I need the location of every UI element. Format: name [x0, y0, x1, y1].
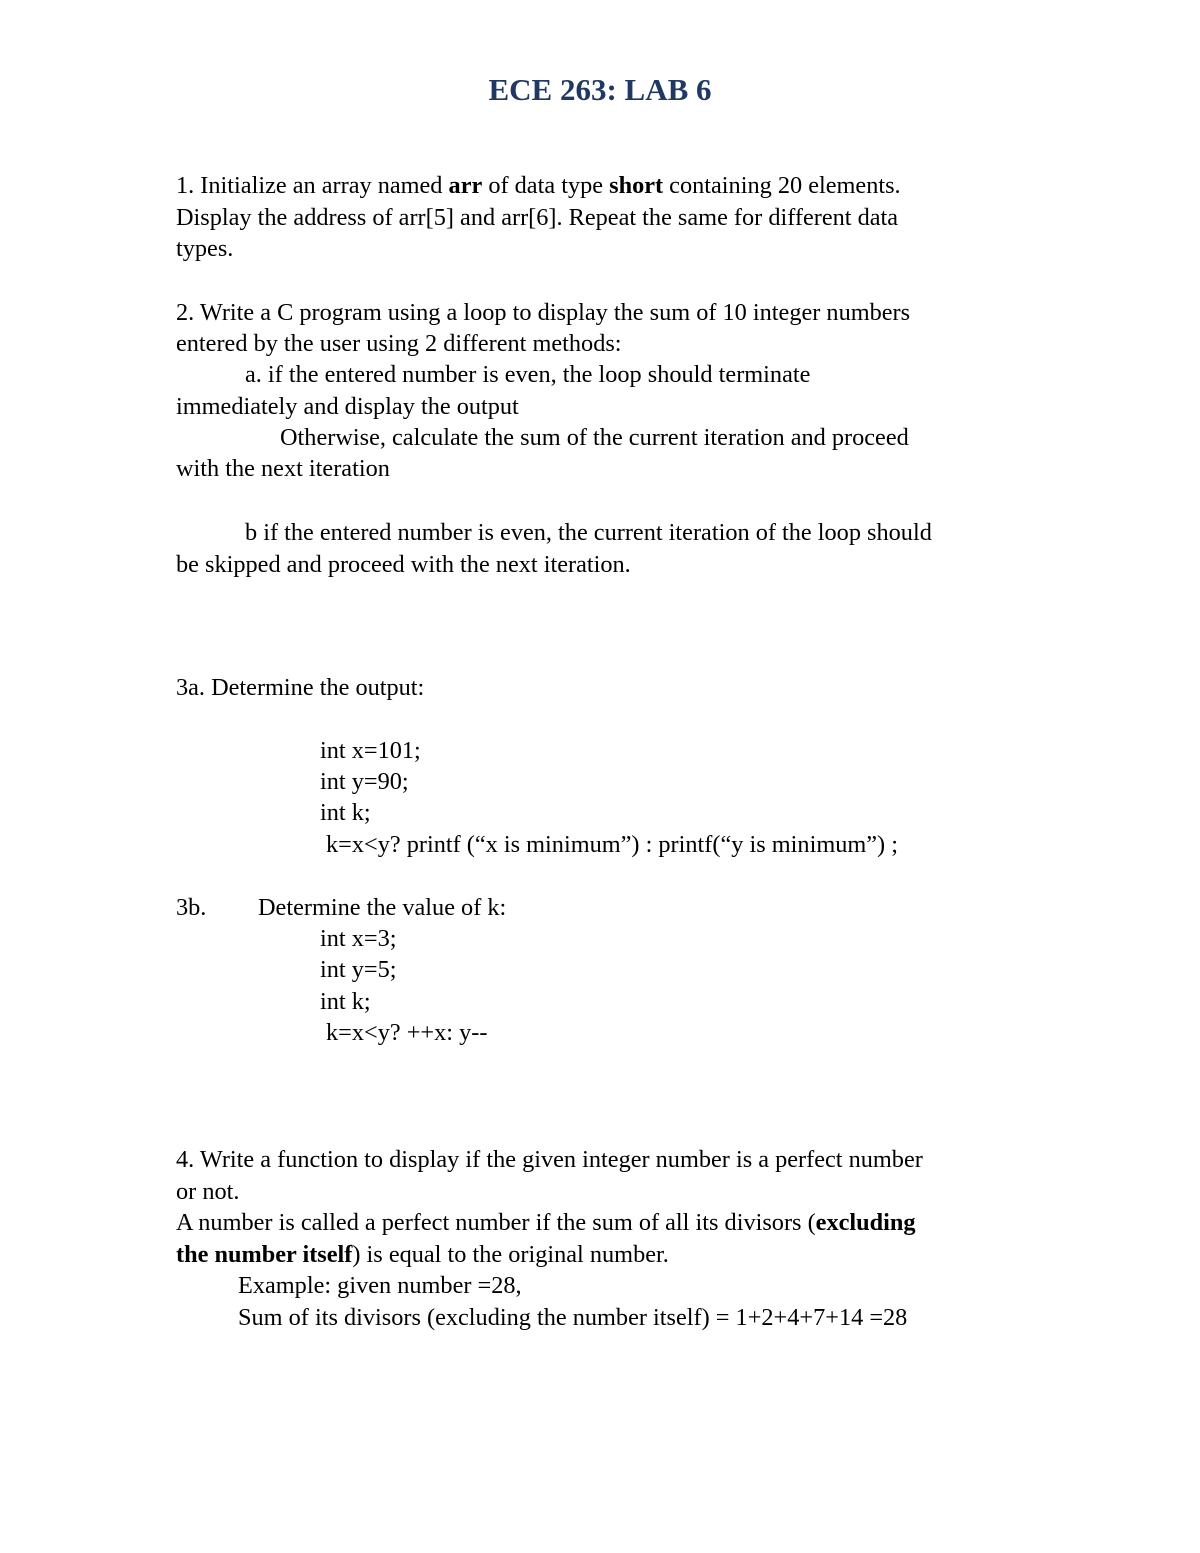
q1-text: 1. Initialize an array named: [176, 172, 449, 199]
q4-example-line-1: Example: given number =28,: [238, 1272, 522, 1299]
q2-method-b-line-1: b if the entered number is even, the current iteration of the loop should: [245, 519, 932, 546]
q1-keyword-short: short: [609, 172, 664, 199]
q3a-heading: 3a. Determine the output:: [176, 674, 425, 701]
q2-method-a-line-1: a. if the entered number is even, the loop should terminate: [245, 361, 811, 388]
q3b-code-line: int k;: [320, 988, 371, 1015]
q1-keyword-arr: arr: [448, 172, 483, 199]
q1-text: of data type: [482, 172, 610, 199]
q3a-code-line: int y=90;: [320, 768, 409, 795]
q2-line-1: 2. Write a C program using a loop to display the sum of 10 integer numbers: [176, 299, 911, 326]
q4-line-4: [176, 1239, 669, 1270]
q3a-code-line: int k;: [320, 799, 371, 826]
q4-line-3: [176, 1207, 916, 1238]
q4-emphasis-excluding: excluding: [815, 1209, 916, 1236]
q2-line-2: entered by the user using 2 different methods:: [176, 330, 622, 357]
q4-line-1: 4. Write a function to display if the given integer number is a perfect number: [176, 1146, 923, 1173]
q3a-code-line: k=x<y? printf (“x is minimum”) : printf(“y is minimum”) ;: [326, 831, 898, 858]
q2-method-a-line-3: Otherwise, calculate the sum of the current iteration and proceed: [280, 424, 909, 451]
q1-line-1: [176, 170, 901, 201]
q3b-label: 3b.: [176, 894, 207, 921]
q3b-code-line: k=x<y? ++x: y--: [326, 1019, 488, 1046]
q3b-code-line: int y=5;: [320, 956, 397, 983]
q2-method-a-line-2: immediately and display the output: [176, 393, 519, 420]
q2-method-b-line-2: be skipped and proceed with the next iteration.: [176, 551, 631, 578]
document-title: ECE 263: LAB 6: [488, 72, 712, 107]
q1-line-3: types.: [176, 235, 234, 262]
q3b-code-line: int x=3;: [320, 925, 397, 952]
q2-method-a-line-4: with the next iteration: [176, 455, 390, 482]
q4-definition-text: ) is equal to the original number.: [352, 1241, 669, 1268]
q4-definition-text: A number is called a perfect number if the sum of all its divisors (: [176, 1209, 816, 1236]
q4-example-line-2: Sum of its divisors (excluding the number itself) = 1+2+4+7+14 =28: [238, 1304, 908, 1331]
q4-line-2: or not.: [176, 1178, 240, 1205]
q3b-heading: Determine the value of k:: [258, 894, 507, 921]
q3a-code-line: int x=101;: [320, 737, 421, 764]
q1-line-2: Display the address of arr[5] and arr[6]. Repeat the same for different data: [176, 204, 899, 231]
q4-emphasis-number-itself: the number itself: [176, 1241, 353, 1268]
q1-text: containing 20 elements.: [663, 172, 901, 199]
